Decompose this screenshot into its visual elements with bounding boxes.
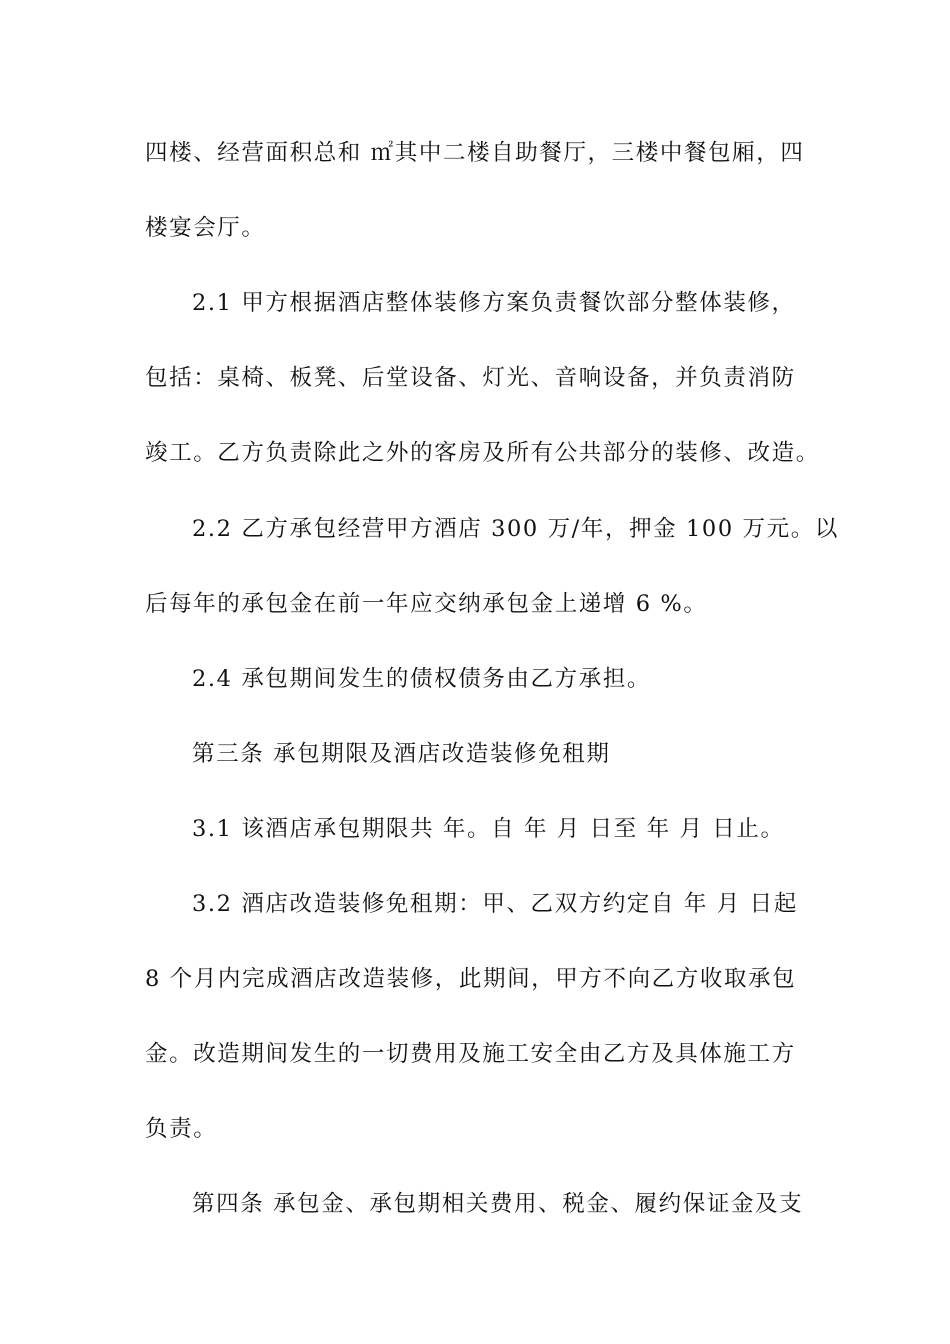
text-line-12: 8 个月内完成酒店改造装修，此期间，甲方不向乙方收取承包 [145,966,797,992]
text-line-6: 2.2 乙方承包经营甲方酒店 300 万/年，押金 100 万元。以 [192,516,839,542]
section-heading-article-4: 第四条 承包金、承包期相关费用、税金、履约保证金及支 [192,1191,804,1217]
text-line-1: 四楼、经营面积总和 ㎡其中二楼自助餐厅，三楼中餐包厢，四 [145,140,805,166]
text-line-14: 负责。 [145,1116,218,1142]
text-line-10: 3.1 该酒店承包期限共 年。自 年 月 日至 年 月 日止。 [192,816,785,842]
text-line-11: 3.2 酒店改造装修免租期：甲、乙双方约定自 年 月 日起 [192,891,798,917]
text-line-8: 2.4 承包期间发生的债权债务由乙方承担。 [192,666,652,692]
text-line-3: 2.1 甲方根据酒店整体装修方案负责餐饮部分整体装修， [192,290,796,316]
text-line-5: 竣工。乙方负责除此之外的客房及所有公共部分的装修、改造。 [145,440,820,466]
section-heading-article-3: 第三条 承包期限及酒店改造装修免租期 [192,741,611,767]
text-line-7: 后每年的承包金在前一年应交纳承包金上递增 6 %。 [145,591,708,617]
text-line-2: 楼宴会厅。 [145,215,266,241]
text-line-13: 金。改造期间发生的一切费用及施工安全由乙方及具体施工方 [145,1041,796,1067]
text-line-4: 包括：桌椅、板凳、后堂设备、灯光、音响设备，并负责消防 [145,365,796,391]
